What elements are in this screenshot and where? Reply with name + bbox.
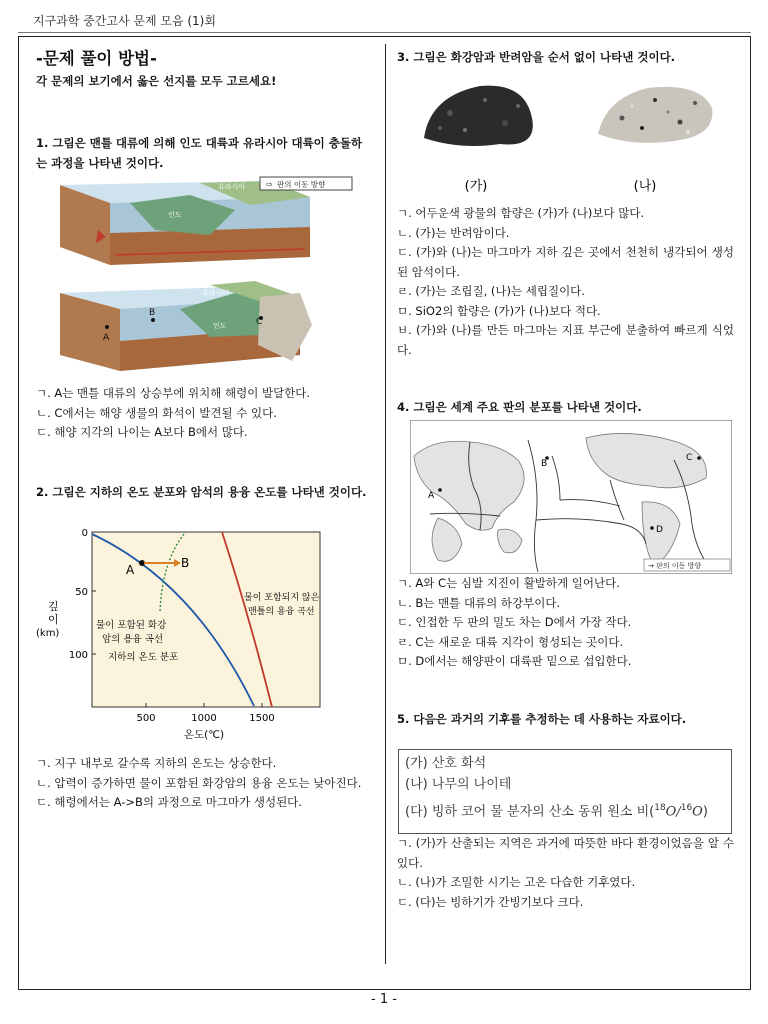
q1-block-top (60, 181, 310, 265)
q5-option-3: ㄷ. (다)는 빙하기가 간빙기보다 크다. (397, 894, 584, 909)
q3-option-2: ㄴ. (가)는 반려암이다. (397, 225, 510, 240)
q1-figure (60, 175, 365, 375)
q2-point-b: B (181, 556, 190, 570)
q5-ratio-close: ) (702, 804, 708, 820)
q2-ylabel-2: 이 (48, 613, 59, 626)
q5-box-line-3-text: (다) 빙하 코어 물 분자의 산소 동위 원소 비 (405, 804, 650, 820)
question-1 (36, 134, 373, 173)
q1-question: 1. 그림은 맨틀 대류에 의해 인도 대륙과 유라시아 대륙이 충돌하는 과정을 나타낸 것이다. (36, 136, 363, 170)
q2-options (36, 754, 373, 813)
q2-option-3: ㄷ. 해령에서는 A->B의 과정으로 마그마가 생성된다. (36, 795, 302, 809)
q5-ratio-sup-1: 18 (654, 803, 666, 813)
q2-ylabel-1: 깊 (48, 600, 59, 613)
q2-label-geotherm: 지하의 온도 분포 (108, 652, 179, 663)
q1-label-india-bottom: 인도 (213, 322, 227, 330)
q3-option-4: ㄹ. (가)는 조립질, (나)는 세립질이다. (397, 284, 585, 298)
q2-ylabel-unit: (km) (36, 628, 60, 639)
q1-point-a: A (103, 333, 110, 343)
q2-ytick-100: 100 (68, 650, 88, 661)
gabbro-image (424, 86, 533, 146)
q2-xtick-500: 500 (136, 713, 156, 724)
question-4 (397, 398, 734, 418)
q3-rock-images (410, 78, 730, 198)
q5-ratio-open: ( (649, 804, 655, 820)
header-rule (18, 32, 751, 33)
q3-option-6: ㅂ. (가)와 (나)를 만든 마그마는 지표 부근에 분출하여 빠르게 식었다. (397, 323, 734, 357)
q1-point-b: B (149, 308, 156, 318)
q1-block-bottom (60, 281, 312, 371)
q5-ratio-sup-2: 16 (680, 803, 693, 813)
q2-option-2: ㄴ. 압력이 증가하면 물이 포함된 화강암의 용융 온도는 낮아진다. (36, 775, 362, 790)
granite-image (598, 87, 712, 143)
q2-chart (34, 522, 334, 747)
q4-option-2: ㄴ. B는 맨틀 대류의 하강부이다. (397, 595, 561, 610)
q4-plate-map (410, 420, 732, 574)
q2-xlabel: 온도(℃) (183, 729, 225, 741)
q1-option-1: ㄱ. A는 맨틀 대류의 상승부에 위치해 해령이 발달한다. (36, 386, 311, 400)
q5-options (397, 834, 734, 912)
q2-label-dry-mantle-1: 물이 포함되지 않은 (244, 593, 320, 603)
question-2 (36, 483, 373, 503)
q3-option-1: ㄱ. 어두운색 광물의 함량은 (가)가 (나)보다 많다. (397, 206, 645, 220)
q5-ratio-o-2: O (692, 804, 703, 820)
q4-point-b: B (541, 459, 548, 469)
q2-ytick-50: 50 (75, 587, 88, 598)
q4-options (397, 574, 734, 672)
q3-options (397, 204, 734, 360)
q4-option-1: ㄱ. A와 C는 심발 지진이 활발하게 일어난다. (397, 576, 620, 590)
svg-text:⇨: ⇨ (266, 180, 273, 189)
question-5 (397, 710, 734, 730)
q4-question: 4. 그림은 세계 주요 판의 분포를 나타낸 것이다. (397, 400, 642, 414)
intro-instruction: 각 문제의 보기에서 옳은 선지를 모두 고르세요! (36, 74, 277, 88)
column-divider (385, 44, 386, 964)
intro-section (36, 48, 373, 92)
q1-legend: 판의 이동 방향 (277, 180, 326, 189)
q3-label-na: (나) (633, 179, 657, 194)
q2-label-wet-granite-2: 암의 용융 곡선 (102, 634, 164, 645)
question-3 (397, 48, 734, 68)
q4-point-d: D (656, 525, 663, 535)
q4-point-c: C (686, 453, 693, 463)
q1-label-eurasia-bottom: 유라시아 (202, 289, 230, 297)
q2-xtick-1500: 1500 (249, 713, 275, 724)
q1-label-eurasia-top: 유라시아 (218, 183, 246, 191)
q5-question: 5. 다음은 과거의 기후를 추정하는 데 사용하는 자료이다. (397, 712, 687, 726)
q5-box-line-2: (나) 나무의 나이테 (405, 777, 512, 792)
q1-point-c: C (256, 317, 263, 327)
q4-legend: → 판의 이동 방향 (648, 562, 702, 570)
q1-option-3: ㄷ. 해양 지각의 나이는 A보다 B에서 많다. (36, 425, 248, 439)
q2-ytick-0: 0 (81, 528, 88, 539)
q5-ratio-o-1: O/ (665, 804, 681, 820)
q5-data-box (398, 749, 732, 834)
q5-box-line-1: (가) 산호 화석 (405, 756, 487, 771)
q3-option-3: ㄷ. (가)와 (나)는 마그마가 지하 깊은 곳에서 천천히 냉각되어 생성된 암석이다. (397, 245, 734, 279)
q2-point-a: A (126, 563, 135, 577)
q2-question: 2. 그림은 지하의 온도 분포와 암석의 용융 온도를 나타낸 것이다. (36, 485, 367, 499)
q2-option-1: ㄱ. 지구 내부로 갈수록 지하의 온도는 상승한다. (36, 756, 277, 770)
q5-box-line-3 (405, 798, 725, 822)
q3-question: 3. 그림은 화강암과 반려암을 순서 없이 나타낸 것이다. (397, 50, 676, 64)
q2-label-wet-granite-1: 물이 포함된 화강 (96, 620, 167, 631)
page-number: - 1 - (371, 992, 397, 1007)
q4-option-4: ㄹ. C는 새로운 대륙 지각이 형성되는 곳이다. (397, 634, 624, 649)
q4-point-a: A (428, 491, 435, 501)
q1-label-india-top: 인도 (168, 211, 182, 219)
page-header: 지구과학 중간고사 문제 모음 (1)회 (33, 14, 216, 28)
q2-xtick-1000: 1000 (191, 713, 217, 724)
q1-option-2: ㄴ. C에서는 해양 생물의 화석이 발견될 수 있다. (36, 405, 277, 420)
q4-option-3: ㄷ. 인접한 두 판의 밀도 차는 D에서 가장 작다. (397, 615, 632, 629)
q2-label-dry-mantle-2: 맨틀의 용융 곡선 (248, 607, 315, 617)
intro-title: -문제 풀이 방법- (36, 49, 157, 68)
q5-option-1: ㄱ. (가)가 산출되는 지역은 과거에 따뜻한 바다 환경이었음을 알 수 있다. (397, 836, 734, 870)
q3-option-5: ㅁ. SiO2의 함량은 (가)가 (나)보다 적다. (397, 303, 601, 318)
q4-option-5: ㅁ. D에서는 해양판이 대륙판 밑으로 섭입한다. (397, 654, 632, 668)
q1-options (36, 384, 373, 443)
q5-option-2: ㄴ. (나)가 조밀한 시기는 고온 다습한 기후였다. (397, 875, 636, 889)
q3-label-ga: (가) (464, 179, 488, 194)
